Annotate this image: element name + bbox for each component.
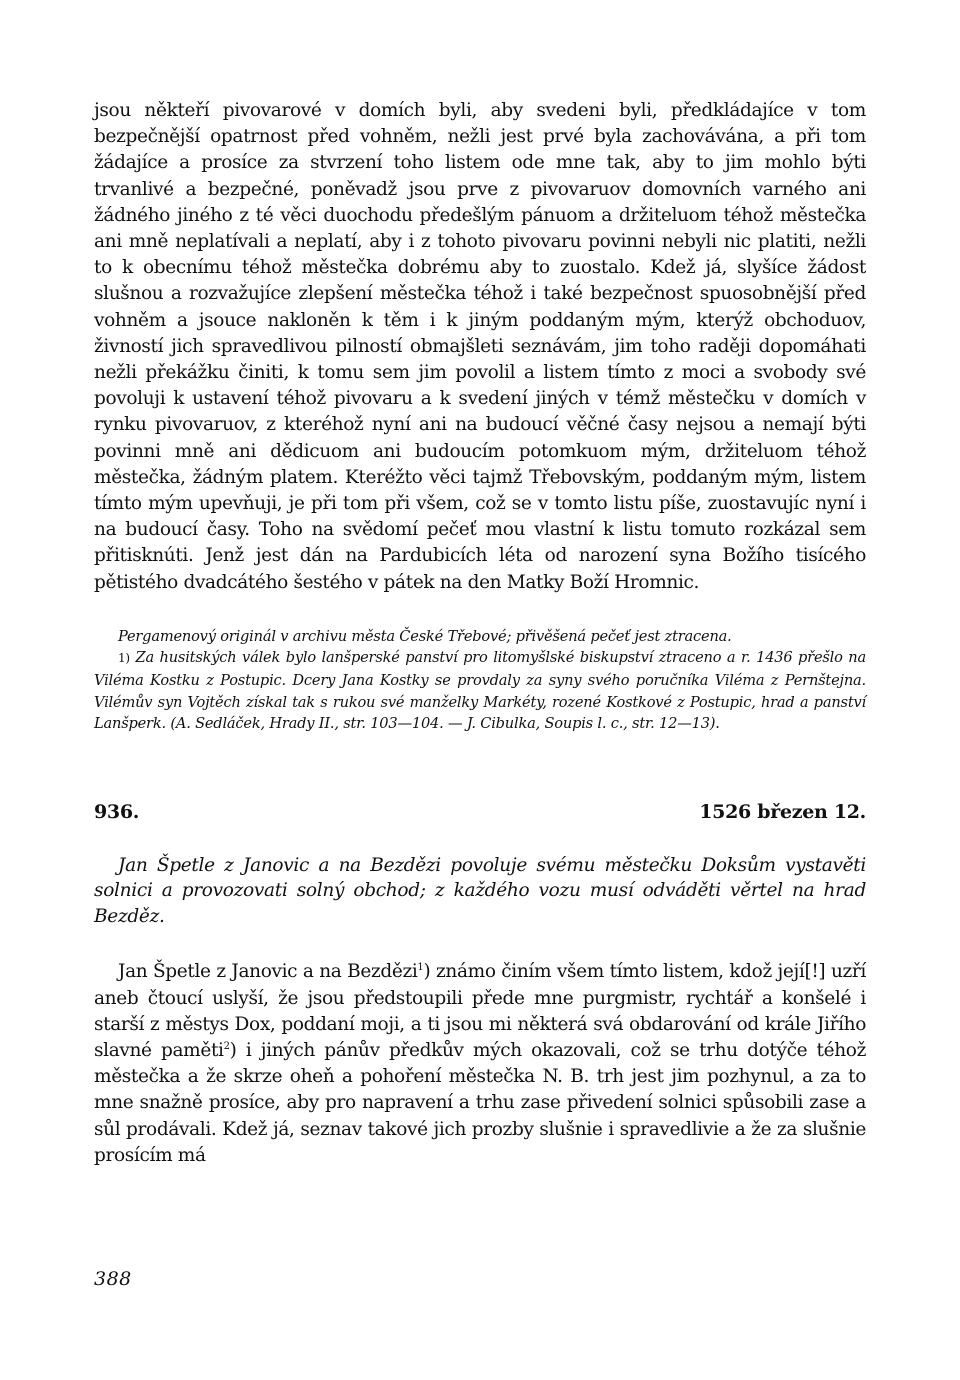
source-note: Pergamenový originál v archivu města České Třebové; přivěšená pečeť jest ztracena.	[118, 627, 732, 645]
footnote-text: Za husitských válek bylo lanšperské panství pro litomyšlské biskupství ztraceno a r. 1436 přešlo na Viléma Kostku z Postupic. Dcery Jana Kostky se provdaly za syny svého poručníka Viléma z Pernštejna. Vilémův syn Vojtěch získal tak s rukou své manželky Markéty, rozené Kostkové z Postupic, hrad a panství Lanšperk. (A. Sedláček, Hrady II., str. 103—104. — J. Cibulka, Soupis l. c., str. 12—13).	[94, 649, 866, 733]
footnote-marker: 1)	[118, 651, 130, 666]
body-text-part-1: Jan Špetle z Janovic a na Bezdězi	[118, 961, 418, 983]
editorial-notes	[94, 626, 866, 735]
body-text-part-2: ) známo činím všem tímto listem, kdož její[!] uzří aneb čtoucí uslyší, že jsou předstoupili přede mne purgmistr, rychtář a konšelé i starší z městys Dox, poddaní moji, a ti jsou mi některá svá obdarování od krále Jiřího slavné paměti	[94, 961, 866, 1061]
document-number: 936.	[94, 800, 140, 823]
footnote-ref-1: 1	[417, 962, 424, 974]
document-date: 1526 březen 12.	[699, 800, 866, 823]
page-content	[94, 98, 866, 1169]
page-number: 388	[94, 1268, 132, 1290]
document-body	[94, 959, 866, 1169]
footnote-ref-2: 2	[223, 1040, 230, 1052]
document-regest: Jan Špetle z Janovic a na Bezdězi povoluje svému městečku Doksům vystavěti solnici a provozovati solný obchod; z každého vozu musí odváděti věrtel na hrad Bezděz.	[94, 854, 866, 927]
footnote	[94, 647, 866, 734]
body-text-part-3: ) i jiných pánův předkův mých okazovali, což se trhu dotýče téhož městečka a že skrze oheň a pohoření městečka N. B. trh jest jim pozhynul, a za to mne snažně prosíce, aby pro napravení a trhu zase přivedení solnici spůsobili zase a sůl prodávali. Kdež já, seznav takové jich prozby slušnie i spravedlivie a že za slušnie prosícím má	[94, 1039, 866, 1166]
continuation-paragraph: jsou někteří pivovarové v domích byli, aby svedeni byli, předkládajíce v tom bezpečnější opatrnost před vohněm, nežli jest prvé byla zachovávána, a při tom žádajíce a prosíce za stvrzení toho listem ode mne tak, aby to jim mohlo býti trvanlivé a bezpečné, poněvadž jsou prve z pivovaruov domovních varného ani žádného jiného z té věci duochodu předešlým pánuom a držiteluom téhož městečka ani mně neplatívali a neplatí, aby i z tohoto pivovaru povinni nebyli nic platiti, nežli to k obecnímu téhož městečka dobrému aby to zuostalo. Kdež já, slyšíce žádost slušnou a rozvažujíce zlepšení městečka téhož i také bezpečnost spuosobnější před vohněm a jsouce nakloněn k těm i k jiným poddaným mým, kterýž obchoduov, živností jich spravedlivou pilností obmajšleti seznávám, jim toho raději dopomáhati nežli překážku činiti, k tomu sem jim povolil a listem tímto z moci a svobody své povoluji k ustavení téhož pivovaru a k svedení jiných v témž městečku v domích v rynku pivovaruov, z kteréhož nyní ani na budoucí věčné časy nejsou a nemají býti povinni mně ani dědicuom ani budoucím potomkuom mým, držiteluom téhož městečka, žádným platem. Kteréžto věci tajmž Třebovským, poddaným mým, listem tímto mým upevňuji, je při tom při všem, což se v tomto listu píše, zuostavujíc nyní i na budoucí časy. Toho na svědomí pečeť mou vlastní k listu tomuto rozkázal sem přitisknúti. Jenž jest dán na Pardubicích léta od narození syna Božího tisícého pětistého dvadcátého šestého v pátek na den Matky Boží Hromnic.	[94, 100, 866, 593]
document-header	[94, 801, 866, 823]
